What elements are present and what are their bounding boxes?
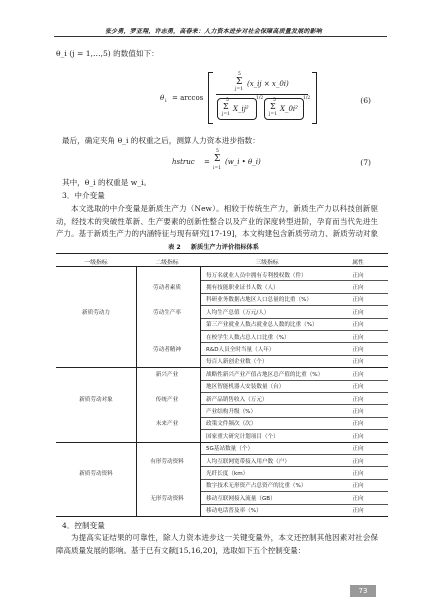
table-row-rule [200,280,388,281]
table-row-rule [200,392,388,393]
table-cell-attribute: 正向 [352,458,364,465]
table-cell-attribute: 正向 [352,334,364,341]
formula6-den-sum-bot-left: j=1 [222,112,231,117]
table-cell-attribute: 正向 [352,508,364,515]
formula7-eq: = [204,158,210,166]
table-cell-level3: 地区智能机器人安装数量（台） [206,384,285,391]
table-cell-attribute: 正向 [352,421,364,428]
table-row-rule [200,454,388,455]
table-row-rule [200,305,388,306]
table-cell-level3: 移动电话普及率（%） [206,508,262,515]
formula6-den-sum-top-right: 5 [273,98,276,103]
table-cell-level3: 国家重大研究计划项目（个） [206,433,279,440]
table-2-title: 新质生产力评价指标体系 [190,244,259,251]
formula6-den-sum-left: Σ [223,102,229,111]
formula6-lhs: θ [160,94,165,102]
table-row-rule [200,355,388,356]
formula6-den-left: X_ij² [233,105,249,113]
table-cell-level2: 劳动者素质 [153,284,181,291]
table-cell-level3: 产业结构升级（%） [206,408,257,415]
table-cell-level3: 新产品销售收入（万元） [206,396,268,403]
formula6-den-sum-bot-right: j=1 [269,112,278,117]
table-row-rule [200,479,388,480]
table-cell-level3: 移动互联网接入流量（GB） [206,495,276,502]
table-cell-level2: 无形劳动资料 [150,495,184,502]
table-2-title-row [0,242,427,251]
table-cell-attribute: 正向 [352,272,364,279]
table-cell-level3: 在校学生人数占总人口比重（%） [206,334,290,341]
table-row-rule [200,318,388,319]
formula6-den-sum-right: Σ [270,102,276,111]
table-row-rule [200,293,388,294]
formula6-den-right: X_0i² [280,105,298,113]
table-row-rule [200,429,388,430]
line-after-formula6: 最后，确定夹角 θ_i 的权重之后，测算人力资本进步指数： [62,136,260,145]
table-row-rule [200,404,388,405]
table-row-rule [200,342,388,343]
table-cell-level2: 有形劳动资料 [150,458,184,465]
table-cell-attribute: 正向 [352,433,364,440]
table-cell-attribute: 正向 [352,297,364,304]
table-cell-level3: R&D人员全时当量（人年） [206,346,275,353]
section-3-heading: 3．中介变量 [62,191,105,200]
formula7-sum: Σ [214,154,221,164]
formula7-sum-top: 5 [216,149,219,154]
equation-number-6: (6) [360,96,371,105]
table-2-caption: 表 2 [168,244,181,251]
formula-6 [160,64,330,126]
table-cell-level3: 拥有技能职业证书人数（人） [206,284,279,291]
table-cell-level3: 第三产业就业人数占就业总人数的比重（%） [206,322,318,329]
page-number: 73 [350,585,376,597]
table-row-rule [200,466,388,467]
table-bottom-rule [56,516,388,517]
formula6-exp-right: 1/2 [303,96,311,101]
section-4-paragraph: 为提高实证结果的可靠性，除人力资本进步这一关键变量外，本文还控制其他因素对社会保障高质量发展的影响。基于已有文献[15,16,20]，选取如下五个控制变量： [56,533,378,555]
table-header-level3: 三级指标 [255,260,279,266]
table-cell-attribute: 正向 [352,384,364,391]
header-rule [54,36,387,37]
running-header: 张少勇，罗亚翔，许志勇，高春来：人力资本进步对社会保障高质量发展的影响 [104,28,322,35]
table-cell-level2: 未来产业 [155,421,179,428]
table-cell-attribute: 正向 [352,322,364,329]
table-cell-level1: 新质劳动力 [82,309,110,316]
formula6-num-body: (x_ij × x_0i) [247,80,289,88]
section-4-heading: 4．控制变量 [62,521,105,530]
table-cell-attribute: 正向 [352,470,364,477]
table-cell-level1: 新质劳动资料 [79,470,113,477]
formula6-num-sum-bot: j=1 [235,87,244,92]
formula6-fraction-bar [216,94,308,95]
formula7-lhs: hstruc [172,158,195,166]
table-cell-level3: 数字技术无形资产占总资产的比重（%） [206,483,307,490]
table-cell-level2: 劳动者精神 [153,346,181,353]
formula7-sum-bot: i=1 [213,166,222,171]
formula-7 [172,149,282,175]
table-cell-attribute: 正向 [352,371,364,378]
table-cell-level2: 劳动生产率 [153,309,181,316]
table-header-attribute: 属性 [352,260,364,266]
table-cell-level3: 战略性新兴产业产值占地区总产值的比重（%） [206,371,324,378]
table-cell-level3: 人均生产总值（万元/人） [206,309,270,316]
line-after-formula7: 其中，θ_i 的权重是 w_i。 [62,178,152,187]
table-cell-attribute: 正向 [352,309,364,316]
table-row-rule [56,442,388,443]
table-row-rule [200,504,388,505]
table-row-rule [200,330,388,331]
formula6-right-brace [312,72,317,124]
table-row-rule [200,491,388,492]
equation-number-7: (7) [360,158,371,167]
table-cell-attribute: 正向 [352,408,364,415]
table-cell-level3: 政策文件频次（次） [206,421,257,428]
intro-line: θ_i (j = 1,…,5) 的数值如下： [56,49,159,58]
formula6-eq: = arccos [172,94,204,102]
table-cell-attribute: 正向 [352,446,364,453]
formula6-exp-left: 1/2 [256,96,264,101]
table-cell-level3: 科研业务数据占地区人口总量的比重（%） [206,297,313,304]
table-cell-level3: 每百人新创企业数（个） [206,359,268,366]
formula7-body: (w_i • θ_i) [225,158,261,166]
table-cell-attribute: 正向 [352,396,364,403]
formula6-num-sum-top: 5 [238,72,241,77]
table-cell-attribute: 正向 [352,495,364,502]
table-cell-attribute: 正向 [352,284,364,291]
formula6-left-brace [208,72,213,124]
table-cell-attribute: 正向 [352,483,364,490]
table-cell-level3: 每万名就业人员中拥有专利授权数（件） [206,272,307,279]
table-cell-attribute: 正向 [352,346,364,353]
table-header-rule [56,266,388,267]
formula6-lhs-sub: i [165,98,167,104]
table-cell-level1: 新质劳动对象 [79,396,113,403]
table-header-level1: 一级指标 [84,260,108,266]
table-column-separator [200,266,201,516]
table-cell-attribute: 正向 [352,359,364,366]
section-3-paragraph: 本文选取的中介变量是新质生产力（New）。相较于传统生产力，新质生产力以科技创新驱动，经技术的突破性革新、生产要素的创新性整合以及产业的深度转型进阶，孕育而当代先进生产力。基于新质生产力的内涵特征与现有研究[17-19]，本文构建包含新质劳动力、新质劳动对象 [56,204,378,238]
table-top-rule [56,253,388,254]
table-column-separator [136,266,137,516]
table-cell-level3: 人均互联网宽带接入用户数（户） [206,458,290,465]
table-row-rule [56,367,388,368]
formula6-den-sum-top-left: 5 [226,98,229,103]
table-cell-level3: 5G基站数量（个） [206,446,254,453]
table-cell-level2: 传统产业 [155,396,179,403]
table-cell-level3: 光纤长度（km） [206,470,249,477]
table-row-rule [200,417,388,418]
table-row-rule [200,380,388,381]
table-cell-level2: 新兴产业 [155,371,179,378]
table-header-level2: 二级指标 [155,260,179,266]
formula6-num-sum: Σ [236,77,243,87]
